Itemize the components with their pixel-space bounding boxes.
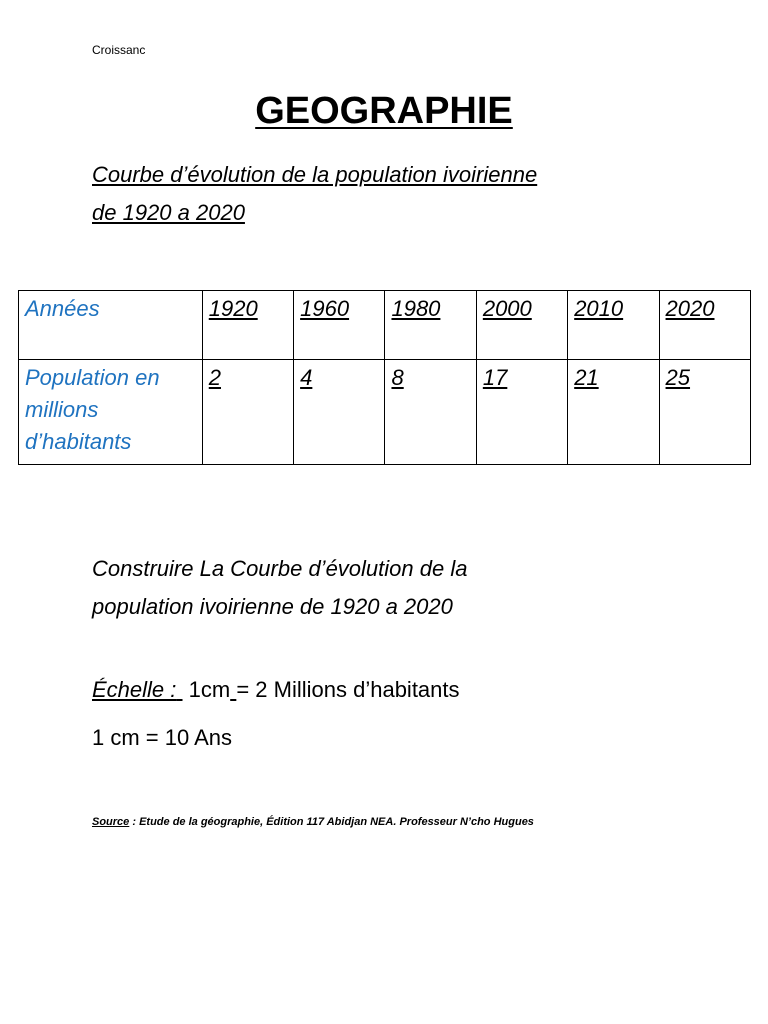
year-cell: 2020 xyxy=(659,291,750,360)
subtitle-line-1: Courbe d’évolution de la population ivoirienne xyxy=(92,162,538,187)
year-cell: 2000 xyxy=(476,291,567,360)
table-row-population xyxy=(19,360,751,465)
population-cell: 25 xyxy=(659,360,750,465)
source-label: Source xyxy=(92,816,130,828)
table-row-years xyxy=(19,291,751,360)
scale-line-years: 1 cm = 10 Ans xyxy=(92,725,233,750)
year-cell: 1960 xyxy=(294,291,385,360)
row-header-population-line: millions xyxy=(25,397,99,422)
row-header-population-line: Population en xyxy=(25,365,160,390)
scale-unit: 1cm xyxy=(188,677,231,702)
instruction-line-2: population ivoirienne de 1920 a 2020 xyxy=(92,594,453,619)
subtitle xyxy=(92,156,692,232)
population-cell: 8 xyxy=(385,360,476,465)
scale-label: Échelle : xyxy=(92,677,177,702)
population-cell: 4 xyxy=(294,360,385,465)
population-cell: 2 xyxy=(202,360,293,465)
source-citation xyxy=(92,816,534,828)
instruction-line-1: Construire La Courbe d’évolution de la xyxy=(92,556,468,581)
population-cell: 21 xyxy=(568,360,659,465)
year-cell: 2010 xyxy=(568,291,659,360)
scale-line-population xyxy=(92,675,460,705)
row-header-population xyxy=(19,360,203,465)
page-title: GEOGRAPHIE xyxy=(255,90,513,132)
instruction-text xyxy=(92,550,692,626)
year-cell: 1980 xyxy=(385,291,476,360)
year-cell: 1920 xyxy=(202,291,293,360)
population-cell: 17 xyxy=(476,360,567,465)
header-note: Croissanc xyxy=(92,43,146,57)
scale-population-ratio: = 2 Millions d’habitants xyxy=(236,677,460,702)
row-header-years: Années xyxy=(19,291,203,360)
source-text: : Etude de la géographie, Édition 117 Abidjan NEA. Professeur N’cho Hugues xyxy=(132,816,534,828)
subtitle-line-2: de 1920 a 2020 xyxy=(92,200,245,225)
population-table xyxy=(18,290,751,465)
row-header-population-line: d’habitants xyxy=(25,429,132,454)
